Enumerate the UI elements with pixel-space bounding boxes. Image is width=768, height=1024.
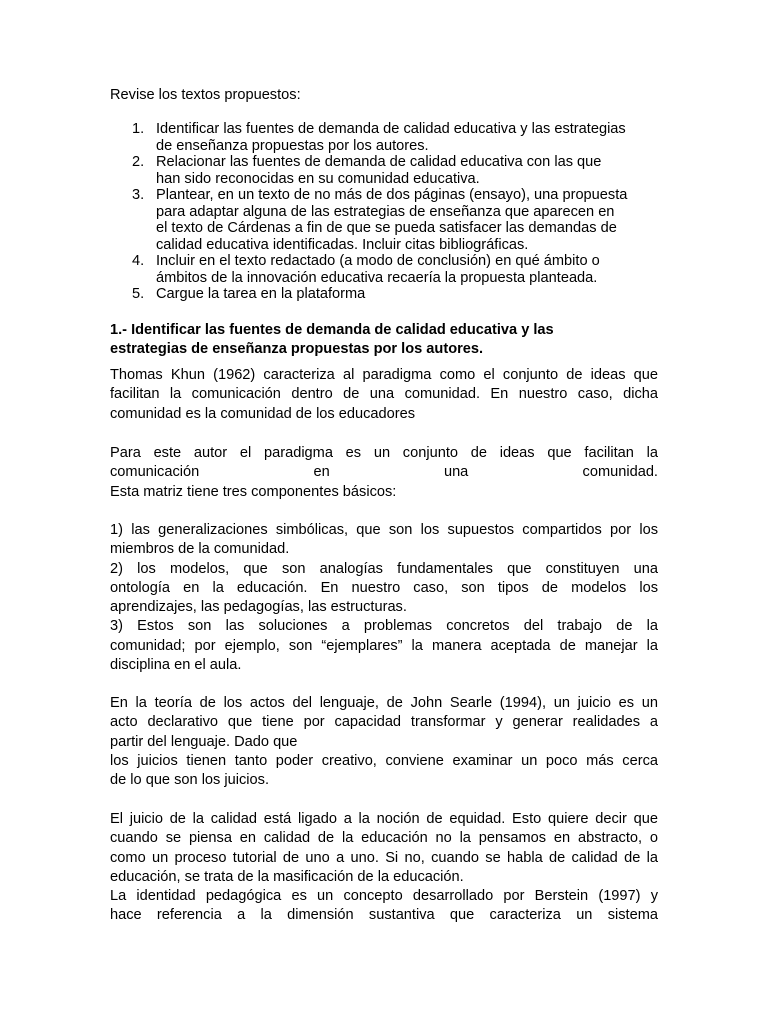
task-item-5 [110, 286, 658, 303]
section-heading [110, 321, 658, 359]
task-number: 3. [132, 187, 145, 203]
paragraph-line: aprendizajes, las pedagogías, las estructuras. [110, 599, 407, 616]
paragraph-line: los juicios tienen tanto poder creativo, conviene examinar un poco más cerca [110, 752, 658, 769]
paragraph-quality [110, 810, 658, 926]
task-line: calidad educativa identificadas. Incluir citas bibliográficas. [156, 236, 529, 253]
paragraph-line: 3) Estos son las soluciones a problemas concretos del trabajo de la [110, 618, 658, 635]
task-line: el texto de Cárdenas a fin de que se pueda satisfacer las demandas de [156, 220, 617, 236]
task-line: Identificar las fuentes de demanda de calidad educativa y las estrategias [156, 121, 626, 137]
task-number: 4. [132, 253, 145, 269]
paragraph-line: Para este autor el paradigma es un conjunto de ideas que facilitan la [110, 445, 658, 461]
paragraph-line: comunidad es la comunidad de los educadores [110, 405, 416, 422]
paragraph-line: acto declarativo que tiene por capacidad transformar y generar realidades a [110, 714, 658, 731]
paragraph-line: Esta matriz tiene tres componentes básicos: [110, 483, 397, 500]
task-line: Cargue la tarea en la plataforma [156, 286, 366, 302]
paragraph-line: comunidad; por ejemplo, son “ejemplares” la manera aceptada de manejar la [110, 637, 658, 654]
task-item-2 [110, 154, 658, 187]
paragraph-line: como un proceso tutorial de uno a uno. Si no, cuando se habla de calidad de la [110, 849, 658, 866]
task-list [110, 121, 658, 303]
task-line: Incluir en el texto redactado (a modo de conclusión) en qué ámbito o [156, 253, 600, 269]
paragraph-searle [110, 694, 658, 790]
paragraph-line: Thomas Khun (1962) caracteriza al paradigma como el conjunto de ideas que [110, 367, 658, 383]
task-item-3 [110, 187, 658, 253]
task-item-4 [110, 253, 658, 286]
task-line: ámbitos de la innovación educativa recaería la propuesta planteada. [156, 269, 598, 286]
paragraph-line: ontología en la educación. En nuestro caso, son tipos de modelos los [110, 579, 658, 596]
paragraph-line: hace referencia a la dimensión sustantiva que caracteriza un sistema [110, 907, 658, 924]
task-number: 2. [132, 154, 145, 170]
task-line: de enseñanza propuestas por los autores. [156, 137, 429, 154]
task-item-1 [110, 121, 658, 154]
paragraph-line: miembros de la comunidad. [110, 541, 290, 558]
task-line: Plantear, en un texto de no más de dos páginas (ensayo), una propuesta [156, 187, 628, 203]
paragraph-line: de lo que son los juicios. [110, 772, 270, 789]
intro-text: Revise los textos propuestos: [110, 87, 301, 103]
paragraph-line: En la teoría de los actos del lenguaje, de John Searle (1994), un juicio es un [110, 695, 658, 711]
paragraph-line: partir del lenguaje. Dado que [110, 733, 298, 750]
task-line: para adaptar alguna de las estrategias de enseñanza que aparecen en [156, 203, 615, 220]
paragraph-line: disciplina en el aula. [110, 657, 242, 674]
paragraph-line: El juicio de la calidad está ligado a la noción de equidad. Esto quiere decir que [110, 811, 658, 827]
paragraph-line: educación, se trata de la masificación de la educación. [110, 868, 464, 885]
paragraph-components [110, 521, 658, 675]
paragraph-line: 2) los modelos, que son analogías fundamentales que constituyen una [110, 560, 658, 577]
paragraph-line: cuando se piensa en calidad de la educación no la pensamos en abstracto, o [110, 830, 658, 847]
heading-line: estrategias de enseñanza propuestas por los autores. [110, 341, 484, 357]
task-line: Relacionar las fuentes de demanda de calidad educativa con las que [156, 154, 602, 170]
task-line: han sido reconocidas en su comunidad educativa. [156, 170, 480, 187]
heading-line: 1.- Identificar las fuentes de demanda de calidad educativa y las [110, 322, 554, 338]
paragraph-line: comunicación en una comunidad. [110, 464, 658, 481]
paragraph-line: facilitan la comunicación dentro de una comunidad. En nuestro caso, dicha [110, 386, 658, 403]
paragraph-line: La identidad pedagógica es un concepto desarrollado por Berstein (1997) y [110, 888, 658, 905]
task-number: 5. [132, 286, 145, 302]
paragraph-line: 1) las generalizaciones simbólicas, que son los supuestos compartidos por los [110, 522, 658, 538]
paragraph-khun [110, 366, 658, 424]
paragraph-paradigm [110, 444, 658, 502]
task-number: 1. [132, 121, 145, 137]
